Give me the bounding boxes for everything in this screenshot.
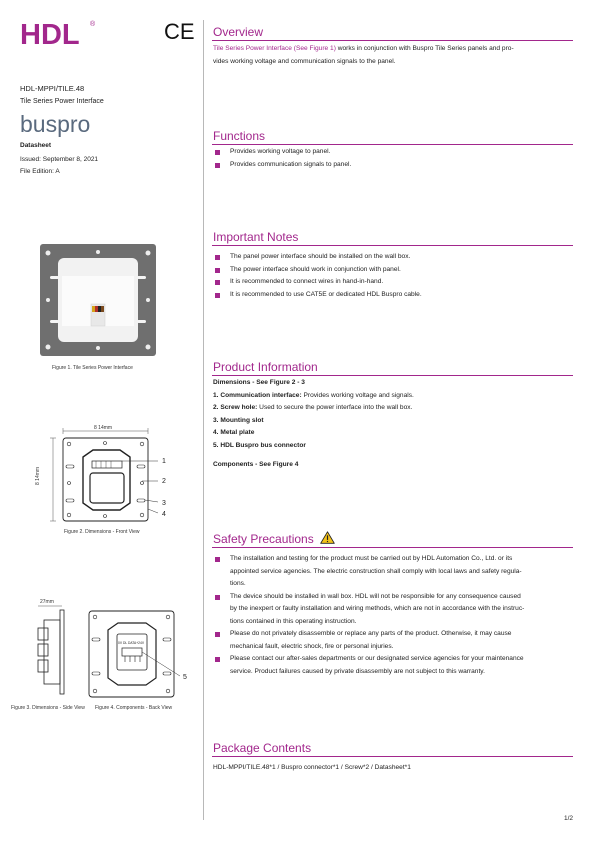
svg-text:8 14mm: 8 14mm bbox=[35, 466, 41, 485]
package-heading: Package Contents bbox=[213, 741, 312, 755]
list-item: The device should be installed in wall box. HDL will not be responsible for any consequence caused by the inexpert or faulty installation and wiring methods, which are not in accordance with the instruc- tions contained in this operating instruction. bbox=[213, 591, 575, 629]
svg-text:2: 2 bbox=[162, 478, 166, 485]
datasheet-label: Datasheet bbox=[20, 142, 52, 149]
product-info-rule bbox=[212, 375, 573, 376]
functions-list bbox=[213, 146, 575, 171]
notes-heading: Important Notes bbox=[213, 230, 299, 244]
list-item: It is recommended to use CAT5E or dedicated HDL Buspro cable. bbox=[213, 289, 575, 302]
figure-2-caption: Figure 2. Dimensions - Front View bbox=[64, 529, 140, 535]
figure-4-caption: Figure 4. Components - Back View bbox=[95, 705, 173, 711]
list-item: It is recommended to connect wires in hand-in-hand. bbox=[213, 276, 575, 289]
notes-rule bbox=[212, 245, 573, 246]
package-text: HDL-MPPI/TILE.48*1 / Buspro connector*1 / Screw*2 / Datasheet*1 bbox=[213, 764, 411, 771]
svg-text:®: ® bbox=[90, 21, 96, 28]
list-item: Please contact our after-sales departments or our designated service agencies for your maintenance service. Product failures caused by private disassembly are not subject to this warranty. bbox=[213, 653, 575, 678]
figure-3-side-view bbox=[30, 598, 72, 698]
list-item: The installation and testing for the product must be carried out by HDL Automation Co., Ltd. or its appointed service agencies. The electric construction shall comply with local laws and safety regula- tions. bbox=[213, 553, 575, 591]
page-number: 1/2 bbox=[563, 815, 573, 822]
product-info-body: Dimensions - See Figure 2 - 3 1. Communication interface: Provides working voltage and signals. 2. Screw hole: Used to secure the power interface into the wall box. 3. Mounting slot 4. Metal plate 5. HDL Buspro bus connector Components - See Figure 4 bbox=[213, 379, 414, 468]
svg-text:8 14mm: 8 14mm bbox=[94, 425, 113, 431]
components-heading: Components - See Figure 4 bbox=[213, 461, 299, 468]
svg-text:buspro: buspro bbox=[20, 111, 91, 137]
svg-text:0V DL DATA+24V: 0V DL DATA+24V bbox=[118, 641, 145, 645]
figure-4-back-view bbox=[86, 608, 196, 700]
figure-2-front-view bbox=[28, 421, 178, 526]
notes-list bbox=[213, 251, 575, 301]
product-name: Tile Series Power Interface bbox=[20, 98, 104, 105]
safety-rule bbox=[212, 547, 573, 548]
figure-1-caption: Figure 1. Tile Series Power Interface bbox=[52, 365, 133, 371]
svg-text:3: 3 bbox=[162, 500, 166, 507]
list-item: The panel power interface should be installed on the wall box. bbox=[213, 251, 575, 264]
svg-text:27mm: 27mm bbox=[40, 599, 54, 605]
overview-rule bbox=[212, 40, 573, 41]
figure-3-caption: Figure 3. Dimensions - Side View bbox=[11, 705, 85, 711]
safety-heading: Safety Precautions bbox=[213, 532, 314, 546]
product-model: HDL-MPPI/TILE.48 bbox=[20, 84, 85, 93]
warning-icon bbox=[320, 531, 335, 544]
figure-1-product-photo bbox=[40, 244, 156, 356]
file-edition: File Edition: A bbox=[20, 168, 60, 175]
list-item: Provides communication signals to panel. bbox=[213, 159, 575, 172]
list-item: Provides working voltage to panel. bbox=[213, 146, 575, 159]
overview-text: Tile Series Power Interface (See Figure 1) works in conjunction with Buspro Tile Series panels and pro- vides working voltage and communication signals to the panel. bbox=[213, 45, 514, 65]
list-item: Please do not privately disassemble or replace any parts of the product. Otherwise, it may cause mechanical fault, electric shock, fire or personal injuries. bbox=[213, 628, 575, 653]
column-divider bbox=[203, 20, 204, 820]
product-info-heading: Product Information bbox=[213, 360, 318, 374]
svg-text:CE: CE bbox=[164, 20, 195, 42]
svg-text:4: 4 bbox=[162, 511, 166, 518]
buspro-logo bbox=[20, 111, 102, 137]
issued-date: Issued: September 8, 2021 bbox=[20, 156, 99, 163]
hdl-logo bbox=[20, 16, 110, 50]
overview-heading: Overview bbox=[213, 25, 264, 39]
overview-figure-link[interactable]: Tile Series Power Interface (See Figure 1) bbox=[213, 45, 336, 52]
functions-heading: Functions bbox=[213, 129, 266, 143]
package-rule bbox=[212, 756, 573, 757]
svg-text:5: 5 bbox=[183, 674, 187, 681]
svg-text:1: 1 bbox=[162, 458, 166, 465]
list-item: The power interface should work in conjunction with panel. bbox=[213, 264, 575, 277]
safety-list bbox=[213, 553, 575, 678]
ce-mark bbox=[164, 20, 198, 42]
svg-text:HDL: HDL bbox=[20, 19, 80, 50]
functions-rule bbox=[212, 144, 573, 145]
dimensions-heading: Dimensions - See Figure 2 - 3 bbox=[213, 379, 305, 386]
